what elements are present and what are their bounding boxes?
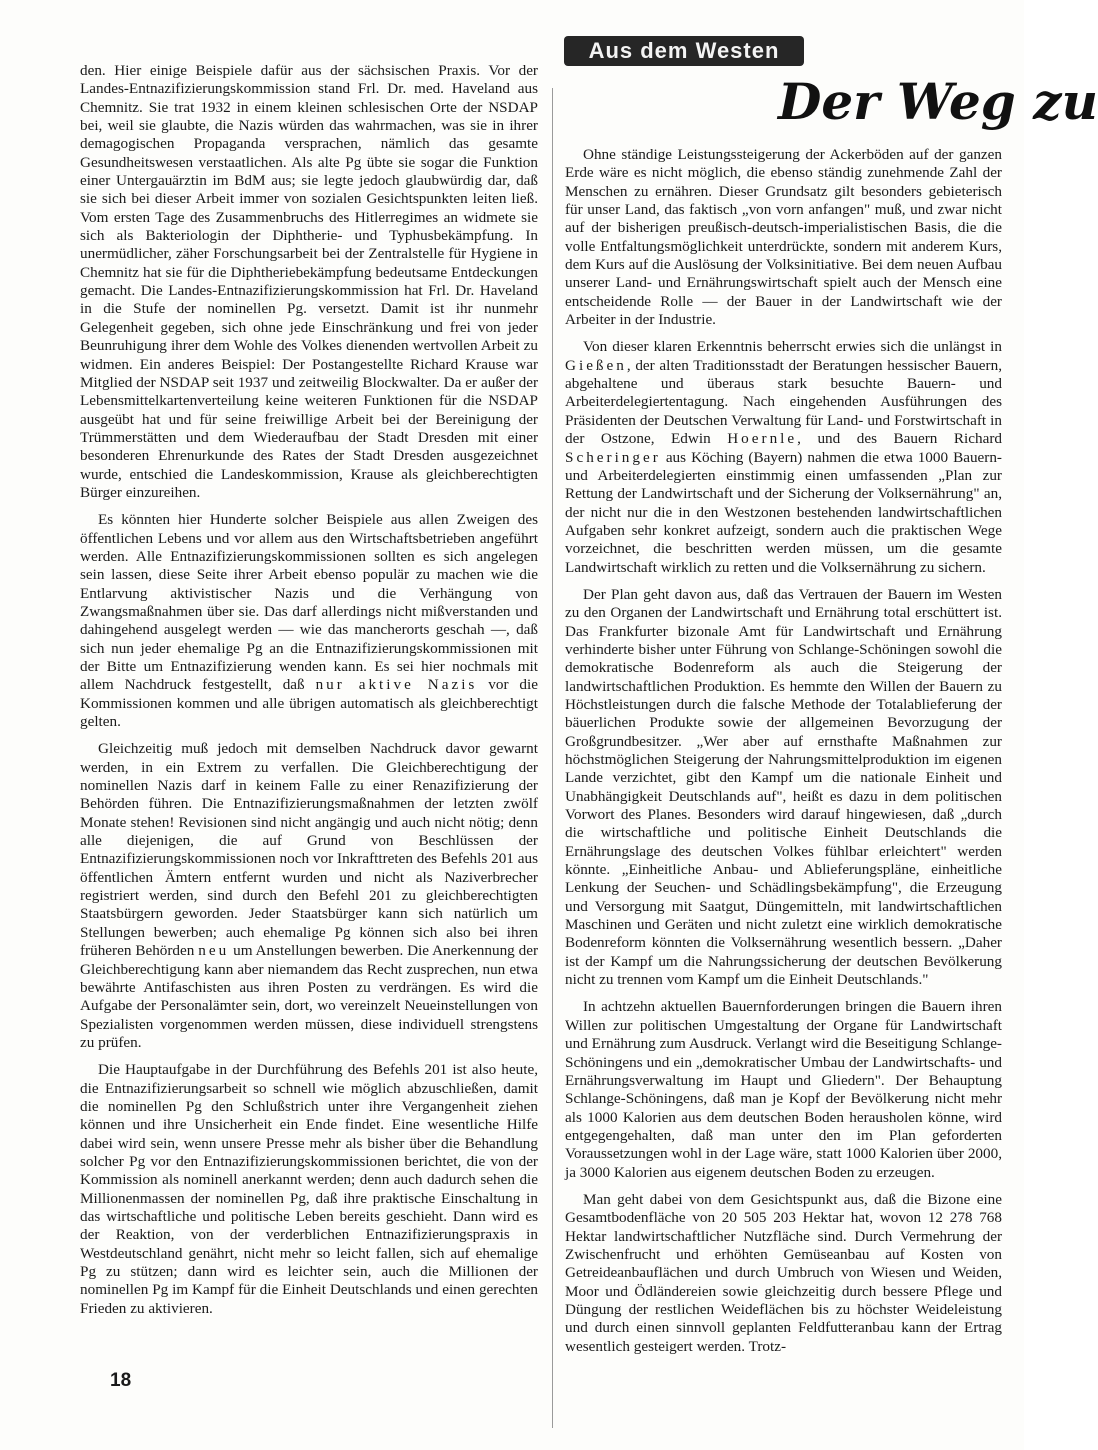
person-name: Scheringer [565, 448, 661, 466]
left-article-column [80, 62, 538, 1318]
city-name: Gießen [565, 356, 627, 374]
article-headline: Der Weg zu [778, 72, 1098, 131]
paragraph-text: aus Köching (Bayern) nahmen die etwa 1000 Bauern- und Arbeiterdelegierten einstimmig einen umfassenden „Plan zur Rettung der Landwirtschaft und der Sicherung der Volksernährung" an, der nicht nur die in den Westzonen bestehenden landwirtschaftlichen Aufgaben sehr konkret aufzeigt, sondern auch die praktischen Wege vorzeichnet, die beschritten werden müssen, um die gesamte Landwirtschaft wirklich zu retten und die Volksernährung zu sichern. [565, 448, 1002, 576]
emphasized-text: nur aktive Nazis [315, 676, 478, 694]
article-paragraph [80, 740, 538, 1052]
article-paragraph: Man geht dabei von dem Gesichtspunkt aus, daß die Bizone eine Gesamtbodenfläche von 20 505 203 Hektar hat, wovon 12 278 768 Hektar landwirtschaftlicher Nutzfläche sind. Durch Vermehrung der Zwischenfrucht und erhöhten Gemüseanbau auf Kosten von Getreideanbauflächen und durch Umbruch von Wiesen und Weiden, Moor und Ödländereien sowie gleichzeitig durch bessere Pflege und Düngung der restlichen Weideflächen bis zu höchster Weideleistung und durch einen sinnvoll geplanten Feldfutteranbau kann der Ertrag wesentlich gesteigert werden. Trotz- [565, 1190, 1002, 1355]
page-number: 18 [110, 1370, 132, 1391]
paragraph-text: um Anstellungen bewerben. Die Anerkennung der Gleichberechtigung kann aber niemandem das Recht zusprechen, nun etwa bewährte Antifaschisten aus ihren Posten zu verdrängen. Es wird die Aufgabe der Personalämter sein, dort, wo vereinzelt Neueinstellungen von Spezialisten vorgenommen werden müssen, diese individuell strengstens zu prüfen. [80, 942, 539, 1051]
article-paragraph: Der Plan geht davon aus, daß das Vertrauen der Bauern im Westen zu den Organen der Landwirtschaft und Ernährung total erschüttert ist. Das Frankfurter bizonale Amt für Landwirtschaft und Ernährung verhinderte bisher unter Führung von Schlange-Schöningen sowohl die demokratische Bodenreform als auch die Steigerung der landwirtschaftlichen Produktion. Es hemmte den Willen der Bauern zu Höchstleistungen durch die falsche Methode der Totalablieferung der bäuerlichen Produkte sowie der allgemeinen Bevorzugung der Großgrundbesitzer. „Wer aber auf ernsthafte Maßnahmen zur höchstmöglichen Steigerung der Nahrungsmittelproduktion im eigenen Lande verzichtet, gibt den Kampf um die nationale Einheit und Unabhängigkeit Deutschlands auf", heißt es dazu in dem politischen Vorwort des Planes. Besonders wird darauf hingewiesen, daß „durch die wirtschaftliche und politische Einheit Deutschlands die Ernährungslage des deutschen Volkes fühlbar erleichtert" werden könnte. „Einheitliche Anbau- und Ablieferungspläne, einheitliche Lenkung der Seuchen- und Schädlingsbekämpfung", die Erzeugung und Versorgung mit Saatgut, Düngemitteln, mit landwirtschaftlichen Maschinen und Geräten und nicht zuletzt eine wirklich demokratische Bodenreform könnten die Volksernährung wesentlich bessern. „Daher ist der Kampf um die Nahrungssicherung der deutschen Bevölkerung nicht zu trennen vom Kampf um die Einheit Deutschlands." [565, 585, 1002, 989]
article-paragraph [565, 338, 1002, 576]
paragraph-text: , und des Bauern Richard [797, 430, 1002, 448]
section-label: Aus dem Westen [564, 36, 804, 66]
paragraph-text: , der alten Traditionsstadt der Beratungen hessischer Bauern, abgehaltene und überaus stark besuchte Bauern- und Arbeiterdelegiertentagung. Nach eingehenden Ausführungen des Präsidenten der Deutschen Verwaltung für Land- und Forstwirtschaft in der Ostzone, Edwin [565, 356, 1002, 448]
article-paragraph [80, 511, 538, 731]
paragraph-text: vor die Kommissionen kommen und alle übrigen automatisch als gleichberechtigt gelten. [80, 676, 538, 731]
paragraph-text: Es könnten hier Hunderte solcher Beispiele aus allen Zweigen des öffentlichen Lebens und vor allem aus den Wirtschaftsbetrieben angeführt werden. Alle Entnazifizierungskommissionen sollten es sich angelegen sein lassen, diese Seite ihrer Arbeit ebenso populär zu machen wie die Entlarvung aktivistischer Nazis und die Verhängung von Zwangsmaßnahmen über sie. Das darf allerdings nicht mißverstanden und dahingehend ausgelegt werden — wie das mancherorts geschah —, daß sich nun jeder ehemalige Pg an die Entnazifizierungskommissionen mit der Bitte um Entnazifizierung wenden kann. Es sei hier nochmals mit allem Nachdruck festgestellt, daß [80, 511, 538, 694]
article-paragraph: Ohne ständige Leistungssteigerung der Ackerböden auf der ganzen Erde wäre es nicht möglich, die ebenso ständig zunehmende Zahl der Menschen zu ernähren. Dieser Grundsatz gilt besonders gebieterisch für unser Land, das faktisch „von vorn anfangen" muß, und zwar nicht auf der bisherigen preußisch-deutsch-imperialistischen Basis, die die volle Entfaltungsmöglichkeit unterdrückte, sondern mit anderem Kurs, dem Kurs auf die Auslösung der Volksinitiative. Bei dem neuen Aufbau unserer Land- und Ernährungswirtschaft spielt auch der Mensch eine entscheidende Rolle — der Bauer in der Landwirtschaft wie der Arbeiter in der Industrie. [565, 146, 1002, 329]
column-divider [552, 88, 553, 1428]
article-paragraph: In achtzehn aktuellen Bauernforderungen bringen die Bauern ihren Willen zur politischen Umgestaltung der Organe für Landwirtschaft und Ernährung zum Ausdruck. Verlangt wird die Beseitigung Schlange-Schöningens und ein „demokratischer Umbau der Landwirtschafts- und Ernährungsverwaltung im Haupt und Gliedern". Der Behauptung Schlange-Schöningens, daß man je Kopf der Bevölkerung nicht mehr als 1000 Kalorien aus dem deutschen Boden herausholen könne, wird entgegengehalten, daß man unter den im Plan geforderten Voraussetzungen wohl in der Lage wäre, statt 1000 Kalorien über 2000, ja 3000 Kalorien aus eigenem deutschen Boden zu erzeugen. [565, 998, 1002, 1181]
article-paragraph: den. Hier einige Beispiele dafür aus der sächsischen Praxis. Vor der Landes-Entnazifizierungskommission stand Frl. Dr. med. Haveland aus Chemnitz. Sie trat 1932 in einem kleinen schlesischen Orte der NSDAP bei, weil sie glaubte, die Nazis würden das wahrmachen, was sie in ihrer demagogischen Propaganda versprachen, nämlich das gesamte Gesundheitswesen verstaatlichen. Als alte Pg übte sie sogar die Funktion einer Untergauärztin im BdM aus; sie legte jedoch glaubwürdig dar, daß sie sich bei dieser Arbeit immer von sozialen Gesichtspunkten leiten ließ. Vom ersten Tage des Zusammenbruchs des Hitlerregimes an widmete sie sich als Bakteriologin der Diphtherie- und Typhusbekämpfung. In unermüdlicher, zäher Forschungsarbeit bei der Zentralstelle für Hygiene in Chemnitz hat sie für die Diphtheriebekämpfung bedeutsame Entdeckungen gemacht. Die Landes-Entnazifizierungskommission hat Frl. Dr. Haveland in die Stufe der nominellen Pg. versetzt. Damit ist ihr nunmehr Gelegenheit gegeben, sich ohne jede Einschränkung und frei von jeder Beunruhigung ihrer dem Wohle des Volkes dienenden wertvollen Arbeit zu widmen. Ein anderes Beispiel: Der Postangestellte Richard Krause war Mitglied der NSDAP seit 1937 und zeitweilig Blockwalter. Da er außer der Lebensmittelkartenverteilung keine weiteren Funktionen für die NSDAP ausgeübt hat und für seine freiwillige Arbeit bei der Bereinigung der Trümmerstätten und dem Wiederaufbau der Stadt Dresden mit einer besonderen Ehrenurkunde des Rates der Stadt Dresden ausgezeichnet wurde, entschied die Landeskommission, Krause als gleichberechtigten Bürger einzureihen. [80, 62, 538, 501]
emphasized-text: neu [198, 942, 230, 960]
right-article-column [565, 146, 1002, 1356]
paragraph-text: Gleichzeitig muß jedoch mit demselben Nachdruck davor gewarnt werden, in ein Extrem zu verfallen. Die Gleichberechtigung der nominellen Nazis darf in keinem Falle zu einer Renazifizierung der Behörden führen. Die Entnazifizierungsmaßnahmen der letzten zwölf Monate stehen! Revisionen sind nicht angängig und auch nicht nötig; denn alle diejenigen, die auf Grund von Beschlüssen der Entnazifizierungskommissionen noch vor Inkrafttreten des Befehls 201 aus öffentlichen Ämtern entfernt wurden und nicht als Naziverbrecher registriert werden, sind durch den Befehl 201 zu gleichberechtigten Staatsbürgern geworden. Jeder Staatsbürger kann sich natürlich um Stellungen bewerben; auch ehemalige Pg können sich also bei ihren früheren Behörden [80, 740, 538, 960]
article-paragraph: Die Hauptaufgabe in der Durchführung des Befehls 201 ist also heute, die Entnazifizierungsarbeit so schnell wie möglich abzuschließen, damit die nominellen Pg den Schlußstrich unter ihre Vergangenheit ziehen können und ihre Unsicherheit ein Ende findet. Eine wesentliche Hilfe dabei wird sein, wenn unsere Presse mehr als bisher über die Behandlung solcher Pg vor den Entnazifizierungskommissionen berichtet, die von der Kommission als nominell anerkannt werden; denn auch dadurch sehen die Millionenmassen der nominellen Pg, daß ihre praktische Einschaltung in das wirtschaftliche und politische Leben bereits geschieht. Dann wird es der Reaktion, von der verderblichen Entnazifizierungspraxis in Westdeutschland genährt, nicht mehr so leicht fallen, sich auf ehemalige Pg zu stützen; dann wird es leichter sein, auch die Millionen der nominellen Pg im Kampf für die Einheit Deutschlands und einen gerechten Frieden zu aktivieren. [80, 1061, 538, 1317]
person-name: Hoernle [727, 430, 798, 448]
paragraph-text: Von dieser klaren Erkenntnis beherrscht erwies sich die unlängst in [583, 338, 1002, 356]
